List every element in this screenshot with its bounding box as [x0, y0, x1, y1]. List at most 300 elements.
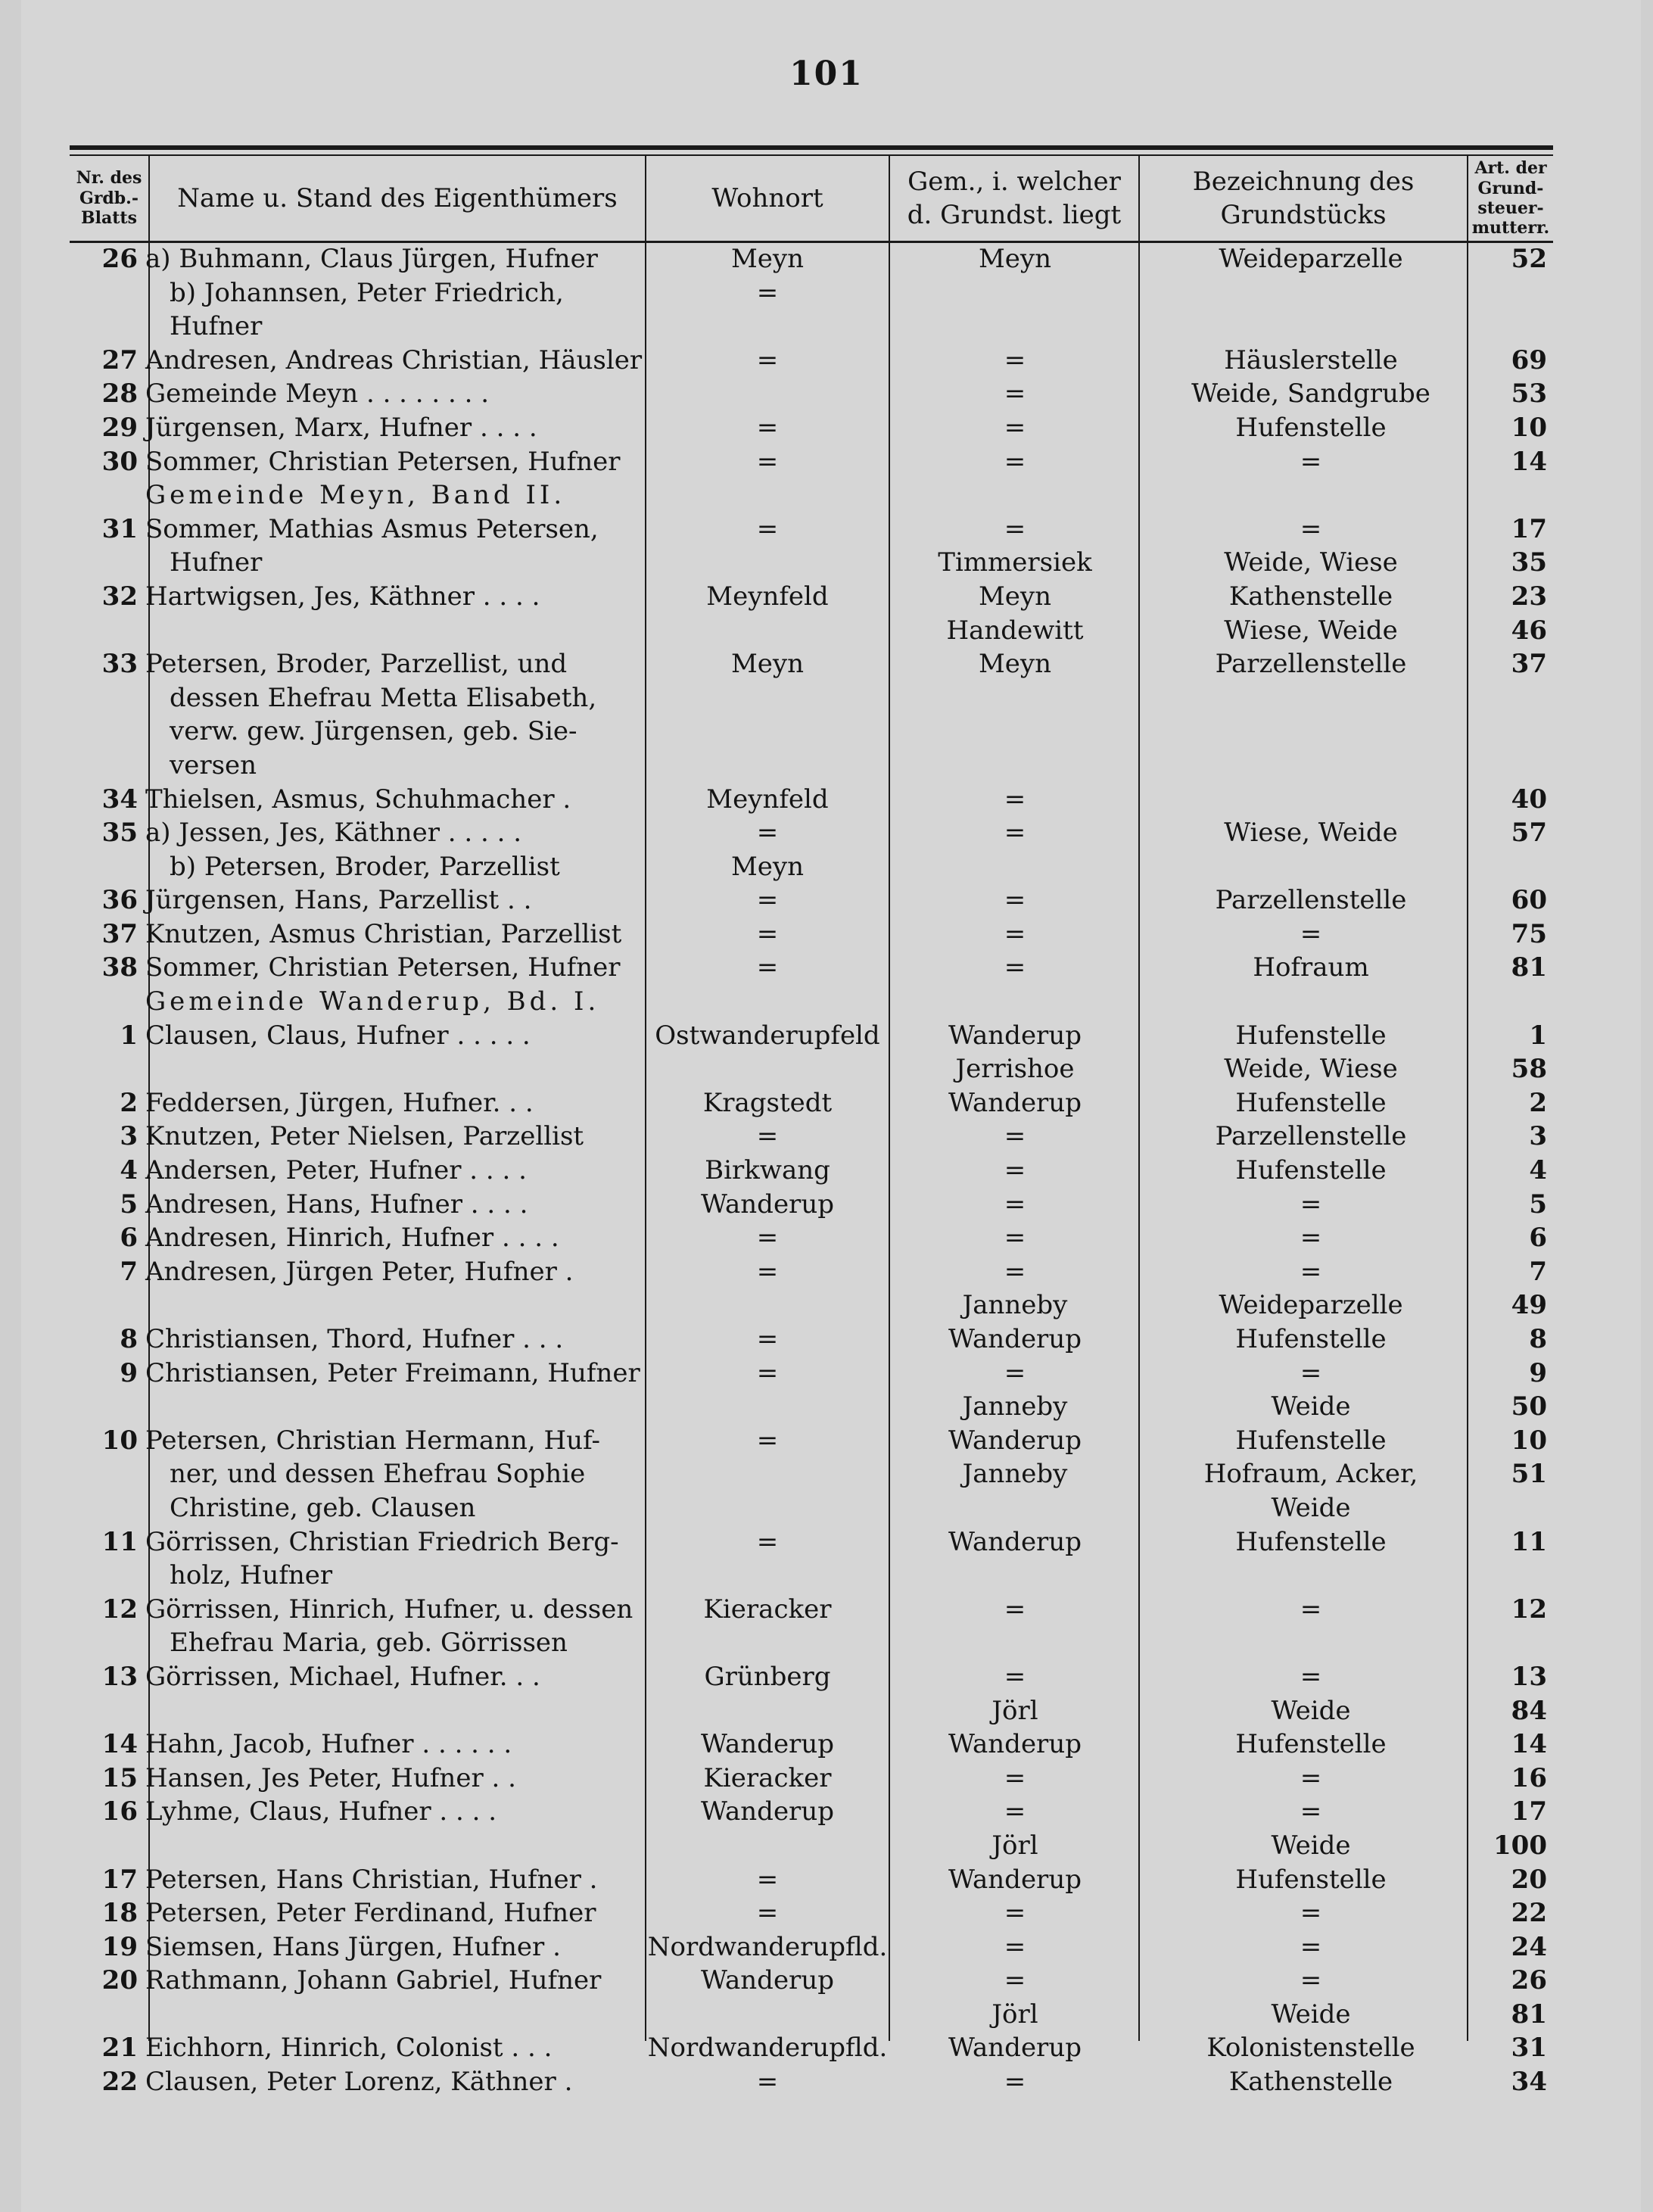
row-number: 30 [101, 446, 138, 477]
bezeichnung-cell: Hufenstelle [1235, 1020, 1387, 1051]
owner-name: b) Petersen, Broder, Parzellist [170, 851, 560, 882]
mutterrolle-cell: 2 [1529, 1087, 1547, 1118]
owner-name: Andresen, Jürgen Peter, Hufner . [145, 1256, 574, 1287]
row-number: 31 [101, 513, 138, 544]
table-row [70, 2031, 1553, 2065]
header-wohnort: Wohnort [711, 182, 823, 213]
wohnort-cell: = [756, 513, 779, 544]
header-name: Name u. Stand des Eigenthümers [177, 182, 618, 213]
gemeinde-cell: = [1004, 446, 1026, 477]
table-row [70, 1863, 1553, 1897]
gemeinde-cell: = [1004, 784, 1026, 815]
mutterrolle-cell: 14 [1511, 446, 1547, 477]
table-row [70, 377, 1553, 411]
gemeinde-cell: Wanderup [948, 2033, 1082, 2064]
table-row [70, 1694, 1553, 1728]
gemeinde-cell: = [1004, 2067, 1026, 2098]
gemeinde-cell: Jörl [991, 1999, 1038, 2030]
mutterrolle-cell: 34 [1511, 2067, 1547, 2098]
mutterrolle-cell: 20 [1511, 1864, 1547, 1895]
bezeichnung-cell: Hufenstelle [1235, 1324, 1387, 1354]
table-row [70, 1052, 1553, 1086]
table-row [70, 715, 1553, 749]
owner-name: Eichhorn, Hinrich, Colonist . . . [145, 2033, 553, 2064]
table-row [70, 580, 1553, 614]
gemeinde-cell: Meyn [978, 649, 1052, 680]
owner-name: Petersen, Peter Ferdinand, Hufner [145, 1898, 596, 1929]
mutterrolle-cell: 49 [1511, 1290, 1547, 1321]
owner-name: Feddersen, Jürgen, Hufner. . . [145, 1087, 534, 1118]
mutterrolle-cell: 53 [1511, 379, 1547, 410]
gemeinde-cell: Meyn [978, 244, 1052, 274]
table-row [70, 1930, 1553, 1964]
table-row [70, 276, 1553, 310]
gemeinde-cell: Jörl [991, 1695, 1038, 1726]
row-number: 9 [120, 1357, 138, 1388]
row-number: 33 [101, 649, 138, 680]
mutterrolle-cell: 14 [1511, 1729, 1547, 1760]
gemeinde-cell: Wanderup [948, 1526, 1082, 1557]
row-number: 19 [101, 1931, 138, 1962]
bezeichnung-cell: Weide [1271, 1695, 1351, 1726]
mutterrolle-cell: 3 [1529, 1121, 1547, 1152]
row-number: 5 [120, 1189, 138, 1220]
row-number: 32 [101, 581, 138, 612]
wohnort-cell: Kieracker [703, 1594, 832, 1625]
row-number: 37 [101, 918, 138, 949]
owner-name: Hahn, Jacob, Hufner . . . . . . [145, 1729, 512, 1760]
table-row [70, 478, 1553, 512]
owner-name: ner, und dessen Ehefrau Sophie [170, 1459, 586, 1490]
row-number: 12 [101, 1594, 138, 1625]
table-row [70, 1559, 1553, 1593]
table-row [70, 1829, 1553, 1863]
wohnort-cell: = [756, 1223, 779, 1254]
mutterrolle-cell: 100 [1493, 1830, 1547, 1861]
owner-name: Gemeinde Meyn . . . . . . . . [145, 379, 490, 410]
mutterrolle-cell: 81 [1511, 952, 1547, 983]
bezeichnung-cell: Hufenstelle [1235, 1425, 1387, 1456]
owner-name: Sommer, Mathias Asmus Petersen, [145, 513, 599, 544]
wohnort-cell: = [756, 1425, 779, 1456]
owner-name: Christine, geb. Clausen [170, 1492, 476, 1523]
row-number: 22 [101, 2067, 138, 2098]
table-row [70, 985, 1553, 1019]
gemeinde-cell: = [1004, 1762, 1026, 1793]
wohnort-cell: Meyn [730, 851, 805, 882]
mutterrolle-cell: 11 [1511, 1526, 1547, 1557]
bezeichnung-cell: Weideparzelle [1219, 1290, 1403, 1321]
wohnort-cell: = [756, 1898, 779, 1929]
table-row [70, 445, 1553, 479]
mutterrolle-cell: 9 [1529, 1357, 1547, 1388]
owner-name: Hufner [170, 311, 263, 342]
gemeinde-cell: Janneby [962, 1290, 1068, 1321]
row-number: 1 [120, 1020, 138, 1051]
bezeichnung-cell: Weide [1271, 1830, 1351, 1861]
owner-name: Jürgensen, Marx, Hufner . . . . [145, 412, 537, 443]
gemeinde-cell: = [1004, 1594, 1026, 1625]
table-row [70, 1086, 1553, 1120]
bezeichnung-cell: = [1300, 1256, 1322, 1287]
mutterrolle-cell: 84 [1511, 1695, 1547, 1726]
wohnort-cell: = [756, 952, 779, 983]
table-row [70, 1525, 1553, 1559]
table-row [70, 1491, 1553, 1525]
owner-name: Gemeinde Wanderup, Bd. I. [145, 986, 600, 1017]
wohnort-cell: = [756, 818, 779, 849]
owner-name: Görrissen, Christian Friedrich Berg- [145, 1526, 619, 1557]
gemeinde-cell: = [1004, 1189, 1026, 1220]
table-row [70, 918, 1553, 952]
table-row [70, 1424, 1553, 1458]
owner-name: Andersen, Peter, Hufner . . . . [145, 1155, 527, 1186]
gemeinde-cell: Timmersiek [938, 547, 1092, 578]
gemeinde-cell: Wanderup [948, 1425, 1082, 1456]
bezeichnung-cell: Weide, Wiese [1224, 1054, 1398, 1085]
bezeichnung-cell: Wiese, Weide [1224, 818, 1398, 849]
gemeinde-cell: Wanderup [948, 1729, 1082, 1760]
row-number: 3 [120, 1121, 138, 1152]
table-row [70, 647, 1553, 681]
wohnort-cell: Ostwanderupfeld [655, 1020, 880, 1051]
top-rule-thick [70, 145, 1553, 150]
row-number: 34 [101, 784, 138, 815]
mutterrolle-cell: 57 [1511, 818, 1547, 849]
gemeinde-cell: Jerrishoe [955, 1054, 1075, 1085]
owner-name: b) Johannsen, Peter Friedrich, [170, 277, 564, 308]
bezeichnung-cell: = [1300, 1762, 1322, 1793]
bezeichnung-cell: = [1300, 446, 1322, 477]
row-number: 10 [101, 1425, 138, 1456]
mutterrolle-cell: 52 [1511, 244, 1547, 274]
wohnort-cell: Meyn [730, 649, 805, 680]
wohnort-cell: = [756, 1256, 779, 1287]
wohnort-cell: = [756, 1121, 779, 1152]
mutterrolle-cell: 26 [1511, 1965, 1547, 1996]
owner-name: holz, Hufner [170, 1560, 333, 1591]
owner-name: Sommer, Christian Petersen, Hufner [145, 952, 621, 983]
wohnort-cell: Nordwanderupfld. [647, 1931, 888, 1962]
table-row [70, 1019, 1553, 1053]
row-number: 13 [101, 1661, 138, 1692]
gemeinde-cell: = [1004, 344, 1026, 375]
owner-name: Lyhme, Claus, Hufner . . . . [145, 1796, 497, 1827]
row-number: 21 [101, 2033, 138, 2064]
table-row [70, 1998, 1553, 2032]
wohnort-cell: = [756, 277, 779, 308]
owner-name: Hansen, Jes Peter, Hufner . . [145, 1762, 516, 1793]
bezeichnung-cell: Hofraum, Acker, [1203, 1459, 1418, 1490]
row-number: 6 [120, 1223, 138, 1254]
owner-name: Gemeinde Meyn, Band II. [145, 480, 566, 511]
table-row [70, 1795, 1553, 1829]
owner-name: Görrissen, Hinrich, Hufner, u. dessen [145, 1594, 633, 1625]
gemeinde-cell: Meyn [978, 581, 1052, 612]
mutterrolle-cell: 12 [1511, 1594, 1547, 1625]
table-row [70, 1154, 1553, 1188]
owner-name: Clausen, Peter Lorenz, Käthner . [145, 2067, 573, 2098]
mutterrolle-cell: 81 [1511, 1999, 1547, 2030]
table-row [70, 749, 1553, 783]
gemeinde-cell: = [1004, 513, 1026, 544]
table-row [70, 1593, 1553, 1627]
row-number: 8 [120, 1324, 138, 1354]
mutterrolle-cell: 60 [1511, 885, 1547, 916]
gemeinde-cell: Wanderup [948, 1087, 1082, 1118]
wohnort-cell: = [756, 446, 779, 477]
mutterrolle-cell: 51 [1511, 1459, 1547, 1490]
table-row [70, 1357, 1553, 1391]
header-nr: Nr. des Grdb.- Blatts [76, 168, 142, 229]
table-row [70, 681, 1553, 715]
owner-name: Petersen, Hans Christian, Hufner . [145, 1864, 598, 1895]
mutterrolle-cell: 50 [1511, 1391, 1547, 1422]
gemeinde-cell: = [1004, 412, 1026, 443]
table-row [70, 1221, 1553, 1255]
gemeinde-cell: = [1004, 1155, 1026, 1186]
row-number: 17 [101, 1864, 138, 1895]
wohnort-cell: Wanderup [701, 1189, 834, 1220]
row-number: 7 [120, 1256, 138, 1287]
owner-name: Ehefrau Maria, geb. Görrissen [170, 1628, 568, 1659]
table-row [70, 411, 1553, 445]
owner-name: Christiansen, Peter Freimann, Hufner [145, 1357, 640, 1388]
wohnort-cell: = [756, 1864, 779, 1895]
bezeichnung-cell: = [1300, 1931, 1322, 1962]
owner-name: Hufner [170, 547, 263, 578]
row-number: 29 [101, 412, 138, 443]
owner-name: Andresen, Andreas Christian, Häusler [145, 344, 643, 375]
gemeinde-cell: = [1004, 1965, 1026, 1996]
mutterrolle-cell: 4 [1529, 1155, 1547, 1186]
gemeinde-cell: = [1004, 818, 1026, 849]
mutterrolle-cell: 1 [1529, 1020, 1547, 1051]
bezeichnung-cell: Hufenstelle [1235, 1526, 1387, 1557]
gemeinde-cell: = [1004, 918, 1026, 949]
mutterrolle-cell: 24 [1511, 1931, 1547, 1962]
row-number: 38 [101, 952, 138, 983]
wohnort-cell: Kragstedt [702, 1087, 833, 1118]
gemeinde-cell: = [1004, 1256, 1026, 1287]
owner-name: versen [170, 749, 257, 780]
bezeichnung-cell: Häuslerstelle [1224, 344, 1398, 375]
mutterrolle-cell: 69 [1511, 344, 1547, 375]
gemeinde-cell: Wanderup [948, 1324, 1082, 1354]
row-number: 15 [101, 1762, 138, 1793]
owner-name: Sommer, Christian Petersen, Hufner [145, 446, 621, 477]
bezeichnung-cell: Hufenstelle [1235, 1864, 1387, 1895]
table-row [70, 850, 1553, 884]
wohnort-cell: Meynfeld [706, 581, 829, 612]
mutterrolle-cell: 58 [1511, 1054, 1547, 1085]
wohnort-cell: Kieracker [703, 1762, 832, 1793]
wohnort-cell: = [756, 1324, 779, 1354]
wohnort-cell: Nordwanderupfld. [647, 2033, 888, 2064]
row-number: 27 [101, 344, 138, 375]
mutterrolle-cell: 10 [1511, 1425, 1547, 1456]
gemeinde-cell: = [1004, 1223, 1026, 1254]
table-row [70, 1390, 1553, 1424]
gemeinde-cell: Wanderup [948, 1864, 1082, 1895]
gemeinde-cell: Janneby [962, 1459, 1068, 1490]
owner-name: Siemsen, Hans Jürgen, Hufner . [145, 1931, 561, 1962]
wohnort-cell: = [756, 1526, 779, 1557]
gemeinde-cell: = [1004, 379, 1026, 410]
owner-name: Andresen, Hinrich, Hufner . . . . [145, 1223, 559, 1254]
mutterrolle-cell: 17 [1511, 513, 1547, 544]
table-row [70, 344, 1553, 378]
wohnort-cell: = [756, 1357, 779, 1388]
gemeinde-cell: = [1004, 952, 1026, 983]
wohnort-cell: Meynfeld [706, 784, 829, 815]
wohnort-cell: Wanderup [701, 1796, 834, 1827]
table-row [70, 883, 1553, 918]
table-row [70, 242, 1553, 276]
header-gemeinde: Gem., i. welcher d. Grundst. liegt [907, 166, 1122, 230]
table-row [70, 2065, 1553, 2099]
mutterrolle-cell: 17 [1511, 1796, 1547, 1827]
mutterrolle-cell: 23 [1511, 581, 1547, 612]
gemeinde-cell: = [1004, 885, 1026, 916]
bezeichnung-cell: Hufenstelle [1235, 1729, 1387, 1760]
table-row [70, 1728, 1553, 1762]
row-number: 35 [101, 818, 138, 849]
table-row [70, 1660, 1553, 1694]
bezeichnung-cell: = [1300, 1223, 1322, 1254]
owner-name: Rathmann, Johann Gabriel, Hufner [145, 1965, 602, 1996]
gemeinde-cell: = [1004, 1796, 1026, 1827]
bezeichnung-cell: = [1300, 1189, 1322, 1220]
mutterrolle-cell: 31 [1511, 2033, 1547, 2064]
gemeinde-cell: = [1004, 1661, 1026, 1692]
gemeinde-cell: = [1004, 1357, 1026, 1388]
owner-name: a) Buhmann, Claus Jürgen, Hufner [145, 244, 598, 274]
gemeinde-cell: Handewitt [946, 615, 1084, 646]
wohnort-cell: = [756, 412, 779, 443]
mutterrolle-cell: 46 [1511, 615, 1547, 646]
owner-name: dessen Ehefrau Metta Elisabeth, [170, 682, 597, 713]
bezeichnung-cell: = [1300, 1965, 1322, 1996]
table-row [70, 310, 1553, 344]
wohnort-cell: = [756, 344, 779, 375]
wohnort-cell: = [756, 885, 779, 916]
bezeichnung-cell: Hufenstelle [1235, 1155, 1387, 1186]
bezeichnung-cell: = [1300, 1898, 1322, 1929]
bezeichnung-cell: = [1300, 1796, 1322, 1827]
bezeichnung-cell: = [1300, 1594, 1322, 1625]
bezeichnung-cell: = [1300, 1661, 1322, 1692]
bezeichnung-cell: Hufenstelle [1235, 412, 1387, 443]
wohnort-cell: = [756, 2067, 779, 2098]
mutterrolle-cell: 22 [1511, 1898, 1547, 1929]
table-row [70, 951, 1553, 985]
bezeichnung-cell: Weideparzelle [1219, 244, 1403, 274]
owner-name: a) Jessen, Jes, Käthner . . . . . [145, 818, 522, 849]
owner-name: Knutzen, Peter Nielsen, Parzellist [145, 1121, 584, 1152]
gemeinde-cell: Jörl [991, 1830, 1038, 1861]
bezeichnung-cell: = [1300, 918, 1322, 949]
table-row [70, 1323, 1553, 1357]
table-row [70, 1762, 1553, 1796]
table-row [70, 1288, 1553, 1323]
mutterrolle-cell: 13 [1511, 1661, 1547, 1692]
bezeichnung-cell: Kolonistenstelle [1206, 2033, 1415, 2064]
bezeichnung-cell: Weide [1271, 1999, 1351, 2030]
table-row [70, 1255, 1553, 1289]
gemeinde-cell: = [1004, 1931, 1026, 1962]
wohnort-cell: Meyn [730, 244, 805, 274]
owner-name: Knutzen, Asmus Christian, Parzellist [145, 918, 622, 949]
table-row [70, 1457, 1553, 1491]
row-number: 28 [101, 379, 138, 410]
owner-name: verw. gew. Jürgensen, geb. Sie- [170, 716, 577, 747]
bezeichnung-cell: Parzellenstelle [1215, 649, 1407, 680]
wohnort-cell: Wanderup [701, 1729, 834, 1760]
table-row [70, 1120, 1553, 1154]
mutterrolle-cell: 10 [1511, 412, 1547, 443]
owner-name: Hartwigsen, Jes, Käthner . . . . [145, 581, 540, 612]
bezeichnung-cell: Kathenstelle [1228, 2067, 1393, 2098]
gemeinde-cell: Janneby [962, 1391, 1068, 1422]
table-row [70, 1188, 1553, 1222]
table-row [70, 816, 1553, 850]
mutterrolle-cell: 6 [1529, 1223, 1547, 1254]
mutterrolle-cell: 40 [1511, 784, 1547, 815]
table-row [70, 1896, 1553, 1930]
bezeichnung-cell: Weide, Sandgrube [1191, 379, 1430, 410]
owner-name: Christiansen, Thord, Hufner . . . [145, 1324, 564, 1354]
bezeichnung-cell: = [1300, 1357, 1322, 1388]
gemeinde-cell: = [1004, 1898, 1026, 1929]
row-number: 20 [101, 1965, 138, 1996]
mutterrolle-cell: 7 [1529, 1256, 1547, 1287]
row-number: 14 [101, 1729, 138, 1760]
owner-name: Petersen, Broder, Parzellist, und [145, 649, 568, 680]
gemeinde-cell: Wanderup [948, 1020, 1082, 1051]
owner-name: Petersen, Christian Hermann, Huf- [145, 1425, 600, 1456]
bezeichnung-cell: Kathenstelle [1228, 581, 1393, 612]
row-number: 16 [101, 1796, 138, 1827]
row-number: 18 [101, 1898, 138, 1929]
gemeinde-cell: = [1004, 1121, 1026, 1152]
table-row [70, 546, 1553, 580]
mutterrolle-cell: 5 [1529, 1189, 1547, 1220]
row-number: 26 [101, 244, 138, 274]
bezeichnung-cell: Weide [1271, 1391, 1351, 1422]
bezeichnung-cell: Weide [1271, 1492, 1351, 1523]
wohnort-cell: Wanderup [701, 1965, 834, 1996]
bezeichnung-cell: Hofraum [1253, 952, 1369, 983]
wohnort-cell: Grünberg [704, 1661, 831, 1692]
owner-name: Görrissen, Michael, Hufner. . . [145, 1661, 540, 1692]
header-bezeichnung: Bezeichnung des Grundstücks [1192, 166, 1415, 230]
wohnort-cell: Birkwang [705, 1155, 830, 1186]
page-number: 101 [789, 55, 864, 93]
row-number: 4 [120, 1155, 138, 1186]
header-mutterrolle: Art. der Grund- steuer- mutterr. [1471, 158, 1550, 238]
bezeichnung-cell: Parzellenstelle [1215, 1121, 1407, 1152]
owner-name: Andresen, Hans, Hufner . . . . [145, 1189, 528, 1220]
table-row [70, 783, 1553, 817]
row-number: 11 [101, 1526, 138, 1557]
table-row [70, 1626, 1553, 1660]
owner-name: Jürgensen, Hans, Parzellist . . [145, 885, 532, 916]
mutterrolle-cell: 35 [1511, 547, 1547, 578]
bezeichnung-cell: Weide, Wiese [1224, 547, 1398, 578]
mutterrolle-cell: 75 [1511, 918, 1547, 949]
table-row [70, 1964, 1553, 1998]
